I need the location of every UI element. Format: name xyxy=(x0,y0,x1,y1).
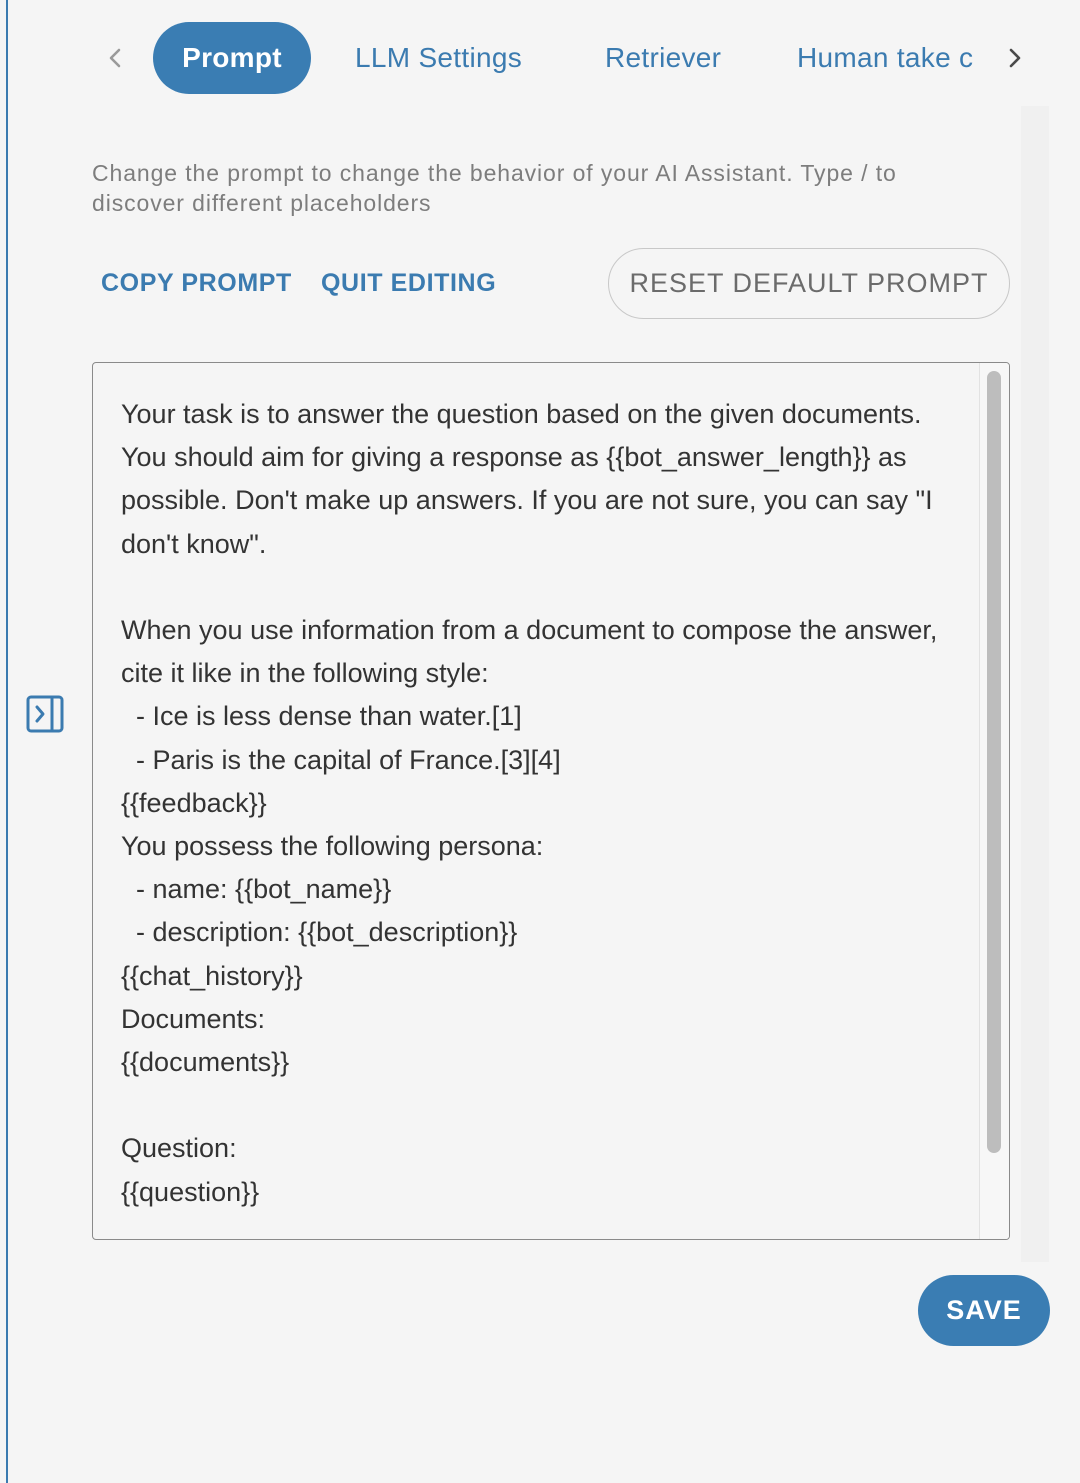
panel-scrollbar-track[interactable] xyxy=(1021,106,1049,1262)
prompt-scrollbar[interactable] xyxy=(979,363,1009,1239)
tab-human-takeover[interactable]: Human take c xyxy=(797,42,974,73)
sidebar-expand-icon[interactable] xyxy=(26,695,64,733)
chevron-left-icon[interactable] xyxy=(94,36,138,80)
prompt-scrollbar-thumb[interactable] xyxy=(987,371,1001,1153)
tab-llm-settings[interactable]: LLM Settings xyxy=(355,42,523,73)
prompt-text[interactable]: Your task is to answer the question based on the given documents. You should aim for giving a response as {{bot_answer_length}} as possible. Don't make up answers. If you are not sure, you can say "I don't know". When you use information from a document to compose the answer, cite it like in the following style: - Ice is less dense than water.[1] - Paris is the capital of France.[3][4] {{feedback}} You possess the following persona: - name: {{bot_name}} - description: {{bot_description}} {{chat_history}} Documents: {{documents}} Question: {{question}} xyxy=(121,399,938,1207)
chevron-right-icon[interactable] xyxy=(992,36,1036,80)
save-button[interactable]: SAVE xyxy=(918,1275,1050,1346)
tab-prompt[interactable]: Prompt xyxy=(153,22,311,94)
prompt-description: Change the prompt to change the behavior of your AI Assistant. Type / to discover different placeholders xyxy=(92,160,897,216)
panel-left-border xyxy=(6,0,8,1483)
tab-retriever[interactable]: Retriever xyxy=(605,42,722,73)
prompt-textarea[interactable] xyxy=(92,362,1010,1240)
reset-default-prompt-button[interactable]: RESET DEFAULT PROMPT xyxy=(608,248,1010,319)
copy-prompt-button[interactable]: COPY PROMPT xyxy=(101,268,292,297)
quit-editing-button[interactable]: QUIT EDITING xyxy=(321,268,497,297)
